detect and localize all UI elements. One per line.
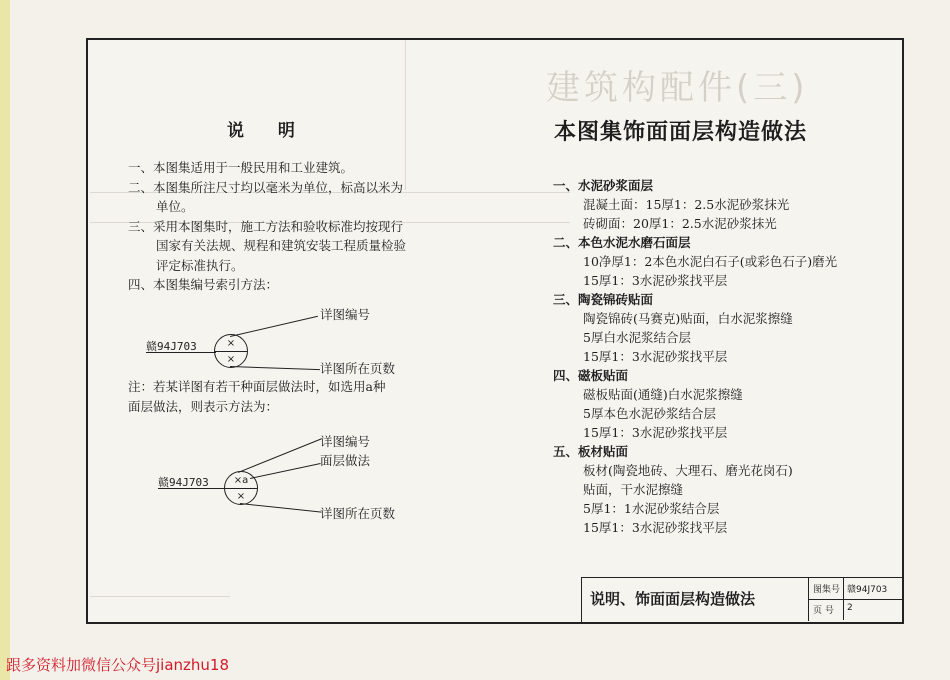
note-line: 评定标准执行。 [156,257,244,273]
spec-heading: 一、水泥砂浆面层 [553,178,654,193]
page-label: 页 号 [813,606,834,616]
note-line: 二、本图集所注尺寸均以毫米为单位，标高以米为 [128,179,404,195]
notes-title: 说 明 [227,121,309,141]
spec-line: 10净厚1：2本色水泥白石子(或彩色石子)磨光 [583,254,838,269]
title-block-grid [808,578,904,621]
title-block [581,577,902,622]
ghost-heading: 建筑构配件(三) [546,68,809,108]
spec-line: 5厚白水泥浆结合层 [583,330,691,345]
note-line: 三、采用本图集时，施工方法和验收标准均按现行 [128,218,404,234]
spec-line: 5厚本色水泥砂浆结合层 [583,406,716,421]
note-extra [128,377,468,416]
drawing-name: 说明、饰面面层构造做法 [590,590,756,608]
spec-line: 15厚1：3水泥砂浆找平层 [583,273,728,288]
spec-heading: 四、磁板贴面 [553,368,629,383]
main-title: 本图集饰面面层构造做法 [554,120,808,145]
label-detail-number: 详图编号 [320,307,371,322]
page-value: 2 [847,603,853,613]
spec-heading: 五、板材贴面 [553,444,629,459]
atlas-value: 赣94J703 [847,585,888,595]
spec-line: 15厚1：3水泥砂浆找平层 [583,425,728,440]
spec-line: 贴面，干水泥擦缝 [583,482,684,497]
spec-heading: 三、陶瓷锦砖贴面 [553,292,654,307]
note-line: 国家有关法规、规程和建筑安装工程质量检验 [156,238,407,253]
atlas-label: 图集号 [813,585,841,595]
ghost-rule [90,596,230,597]
spec-line: 混凝土面：15厚1：2.5水泥砂浆抹光 [583,197,790,212]
spec-line: 15厚1：3水泥砂浆找平层 [583,520,728,535]
label-finish-method: 面层做法 [320,453,371,468]
note-line: 一、本图集适用于一般民用和工业建筑。 [128,160,354,175]
atlas-code: 赣94J703 [146,340,197,353]
spec-line: 板材(陶瓷地砖、大理石、磨光花岗石) [583,463,793,478]
spec-line: 陶瓷锦砖(马赛克)贴面，白水泥浆擦缝 [583,311,793,326]
note-line: 面层做法，则表示方法为： [128,398,279,414]
spec-heading: 二、本色水泥水磨石面层 [553,235,691,250]
note-line: 四、本图集编号索引方法： [128,277,279,292]
page-row [809,599,904,620]
spec-line: 磁板贴面(通缝)白水泥浆擦缝 [583,387,743,402]
index-circle: × × [214,334,248,368]
finish-spec-list [553,176,893,537]
spec-line: 砖砌面：20厚1：2.5水泥砂浆抹光 [583,216,777,231]
atlas-row [809,578,904,600]
note-line: 注：若某详图有若干种面层做法时，如选用a种 [128,379,386,394]
watermark-text: 跟多资料加微信公众号jianzhu18 [6,656,230,674]
label-detail-page: 详图所在页数 [320,506,396,521]
spec-line: 5厚1：1水泥砂浆结合层 [583,501,720,516]
label-detail-page: 详图所在页数 [320,361,396,376]
index-circle: ×a × [224,471,258,505]
atlas-code: 赣94J703 [158,476,209,489]
notes-list [128,158,468,295]
spec-line: 15厚1：3水泥砂浆找平层 [583,349,728,364]
label-detail-number: 详图编号 [320,434,371,449]
page-edge [0,0,10,680]
leader-line [146,352,216,353]
note-line: 单位。 [156,199,194,214]
leader-line [158,488,226,489]
